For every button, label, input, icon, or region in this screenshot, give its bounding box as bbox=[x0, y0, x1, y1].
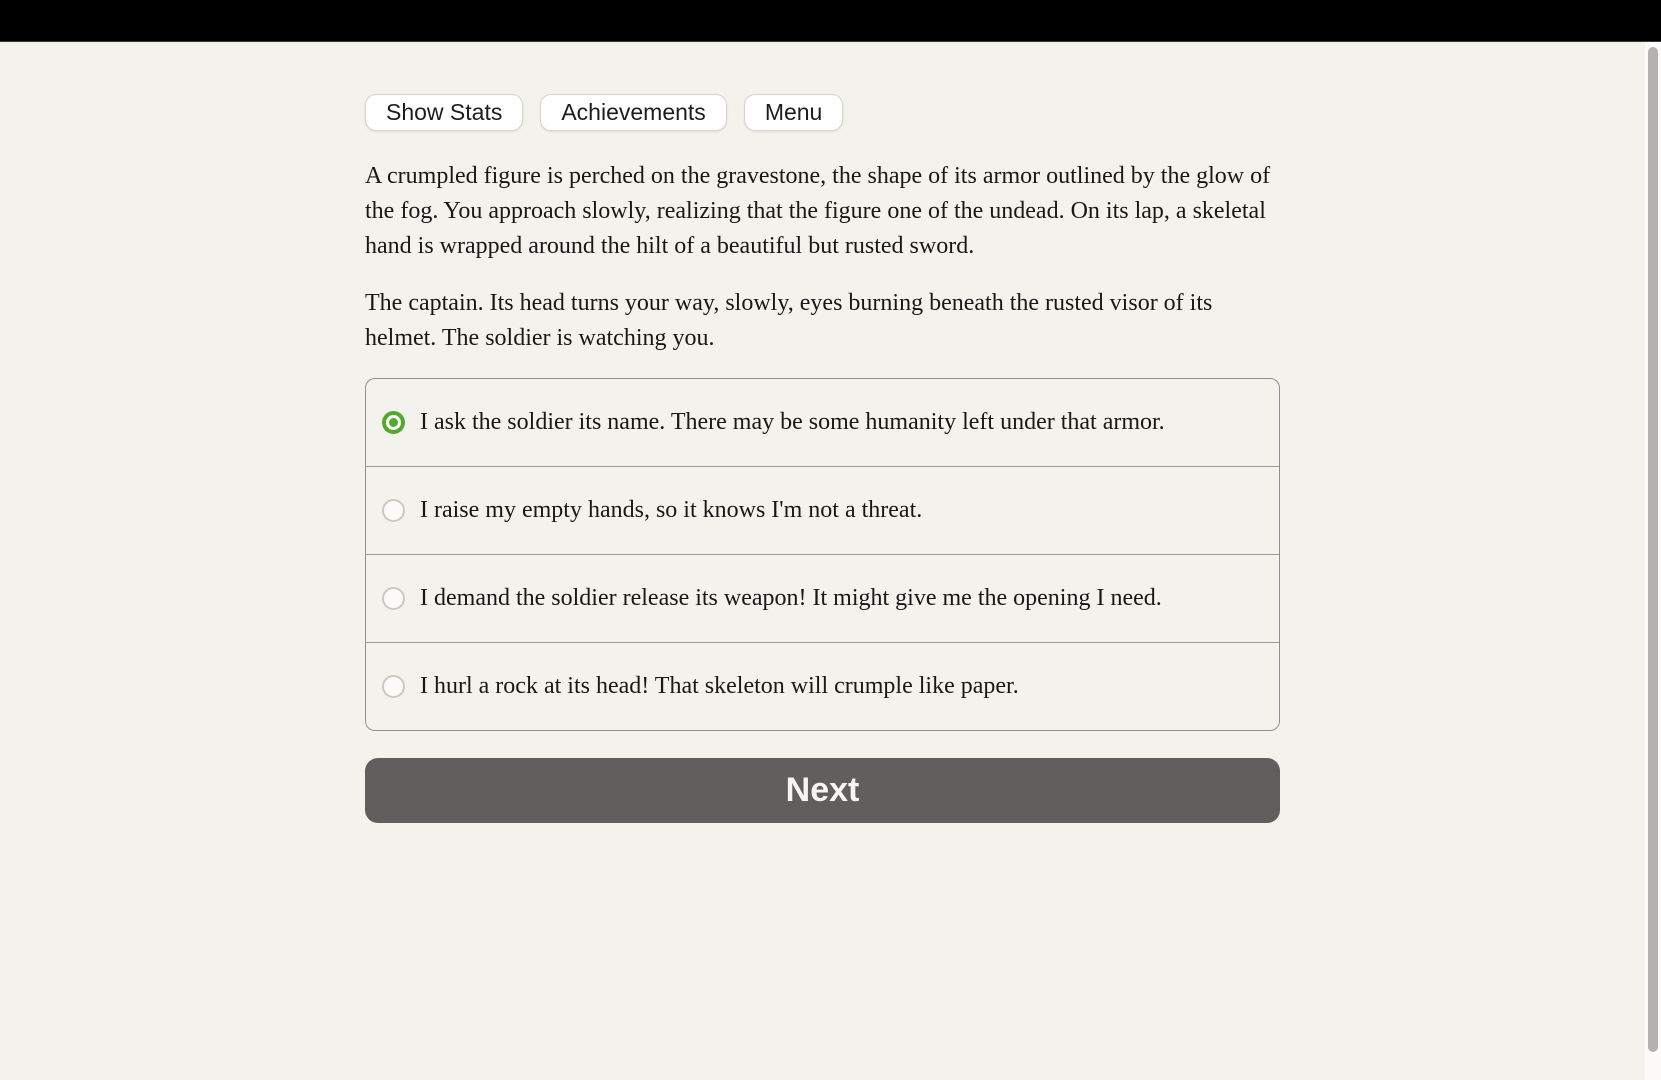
choice-list bbox=[365, 378, 1280, 731]
page bbox=[0, 42, 1645, 823]
next-button[interactable]: Next bbox=[365, 758, 1280, 823]
scrollbar-thumb[interactable] bbox=[1648, 47, 1658, 1052]
radio-button-icon[interactable] bbox=[382, 675, 405, 698]
radio-button-icon[interactable] bbox=[382, 411, 405, 434]
choice-option-4[interactable] bbox=[366, 643, 1279, 730]
radio-button-icon[interactable] bbox=[382, 499, 405, 522]
choice-option-label: I hurl a rock at its head! That skeleton will crumple like paper. bbox=[420, 673, 1019, 699]
toolbar bbox=[365, 94, 1280, 131]
choice-option-label: I demand the soldier release its weapon! It might give me the opening I need. bbox=[420, 585, 1162, 611]
choice-option-label: I ask the soldier its name. There may be some humanity left under that armor. bbox=[420, 409, 1165, 435]
radio-button-icon[interactable] bbox=[382, 587, 405, 610]
choice-option-label: I raise my empty hands, so it knows I'm not a threat. bbox=[420, 497, 923, 523]
story-paragraph-1: A crumpled figure is perched on the gravestone, the shape of its armor outlined by the glow of the fog. You approach slowly, realizing that the figure one of the undead. On its lap, a skeletal hand is wrapped around the hilt of a beautiful but rusted sword. bbox=[365, 163, 1271, 259]
achievements-button[interactable]: Achievements bbox=[540, 94, 726, 131]
story-paragraph-2: The captain. Its head turns your way, slowly, eyes burning beneath the rusted visor of its helmet. The soldier is watching you. bbox=[365, 290, 1213, 351]
choice-option-1[interactable] bbox=[366, 379, 1279, 467]
content-column bbox=[365, 42, 1280, 823]
show-stats-button[interactable]: Show Stats bbox=[365, 94, 523, 131]
top-black-bar bbox=[0, 0, 1661, 42]
choice-option-3[interactable] bbox=[366, 555, 1279, 643]
choice-option-2[interactable] bbox=[366, 467, 1279, 555]
scrollbar-track[interactable] bbox=[1645, 42, 1661, 1080]
menu-button[interactable]: Menu bbox=[744, 94, 844, 131]
